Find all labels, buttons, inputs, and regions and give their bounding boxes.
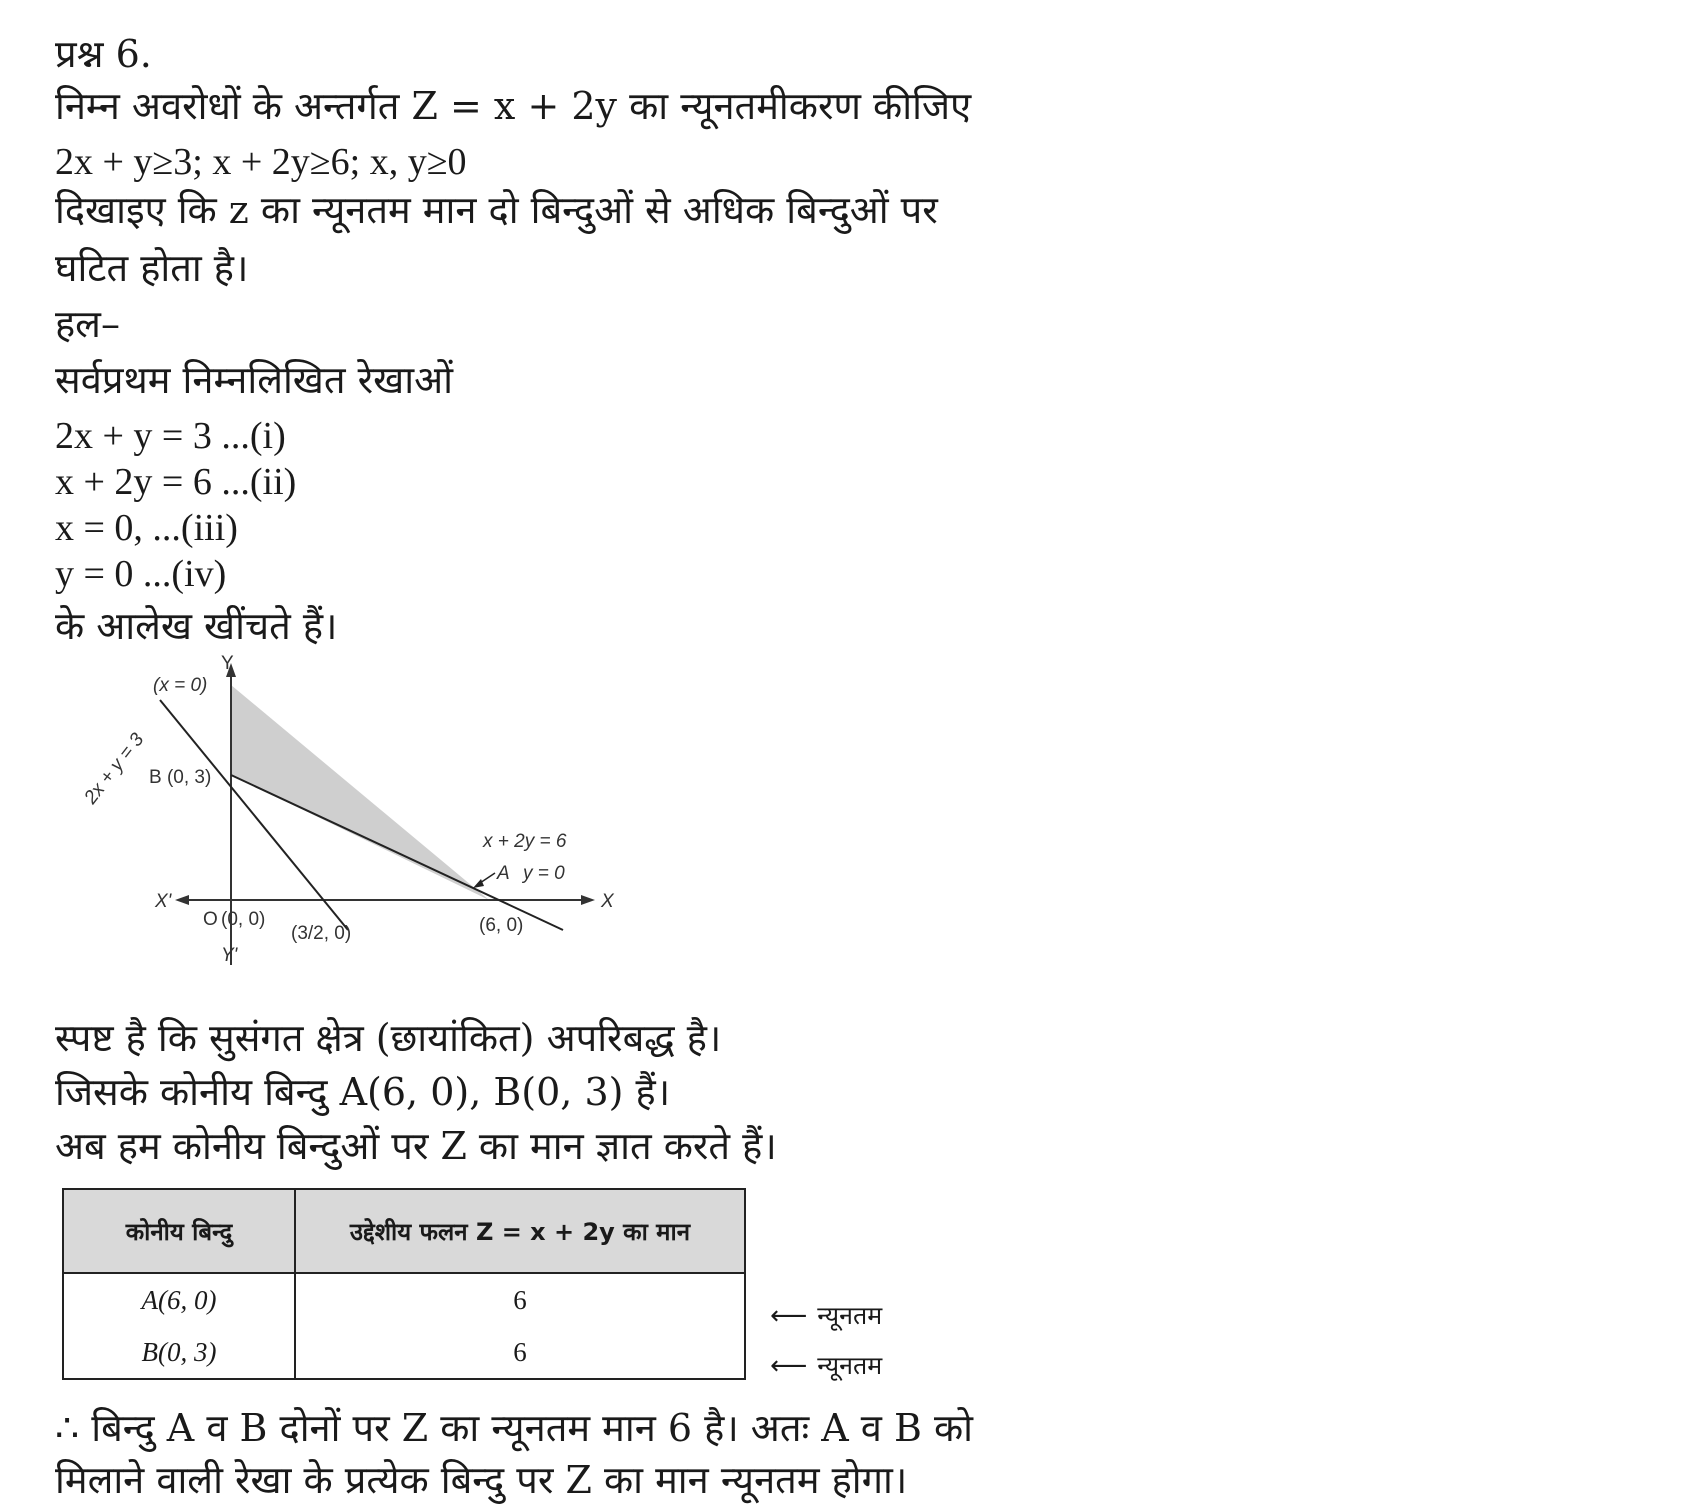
evaluate-statement: अब हम कोनीय बिन्दुओं पर Z का मान ज्ञात करते हैं। xyxy=(55,1124,777,1168)
table-header-value: उद्देशीय फलन Z = x + 2y का मान xyxy=(295,1189,745,1273)
minimum-note-label: न्यूनतम xyxy=(817,1351,883,1380)
table-cell-point: A(6, 0) xyxy=(63,1273,295,1326)
table-cell-value: 6 xyxy=(295,1273,745,1326)
label-point-B: B (0, 3) xyxy=(149,767,212,788)
pointer-arrow-head xyxy=(473,879,484,888)
question-line-1: निम्न अवरोधों के अन्तर्गत Z = x + 2y का न्यूनतमीकरण कीजिए xyxy=(55,84,972,128)
label-y-eq-0: y = 0 xyxy=(523,863,565,884)
minimum-note-A xyxy=(770,1298,882,1332)
label-three-halves: (3/2, 0) xyxy=(291,923,352,944)
conclusion-line-2: मिलाने वाली रेखा के प्रत्येक बिन्दु पर Z का मान न्यूनतम होगा। xyxy=(55,1458,908,1502)
equation-4: y = 0 ...(iv) xyxy=(55,553,227,595)
label-y: Y xyxy=(221,655,234,674)
x-axis-arrow-left xyxy=(175,895,189,905)
equation-2: x + 2y = 6 ...(ii) xyxy=(55,461,297,503)
solution-intro: सर्वप्रथम निम्नलिखित रेखाओं xyxy=(55,358,453,402)
question-number: प्रश्न 6. xyxy=(55,32,152,76)
question-line-3: दिखाइए कि z का न्यूनतम मान दो बिन्दुओं से अधिक बिन्दुओं पर xyxy=(55,188,938,232)
table-row xyxy=(63,1273,745,1326)
equation-1: 2x + y = 3 ...(i) xyxy=(55,415,286,457)
label-point-6-0: (6, 0) xyxy=(479,915,524,936)
corner-points-statement: जिसके कोनीय बिन्दु A(6, 0), B(0, 3) हैं। xyxy=(55,1070,671,1114)
minimum-note-label: न्यूनतम xyxy=(817,1301,883,1330)
table-header-point: कोनीय बिन्दु xyxy=(63,1189,295,1273)
minimum-note-B xyxy=(770,1348,882,1382)
x-axis-arrow-right xyxy=(581,895,595,905)
label-origin-O: O xyxy=(203,909,218,930)
table-header-row xyxy=(63,1189,745,1273)
region-statement: स्पष्ट है कि सुसंगत क्षेत्र (छायांकित) अपरिबद्ध है। xyxy=(55,1016,722,1060)
left-arrow-icon: ⟵ xyxy=(770,1301,808,1331)
graph-svg xyxy=(55,655,675,1000)
label-origin-coords: (0, 0) xyxy=(221,909,266,930)
label-line-1: 2x + y = 3 xyxy=(80,729,149,809)
conclusion-line-1: ∴ बिन्दु A व B दोनों पर Z का न्यूनतम मान 6 है। अतः A व B को xyxy=(55,1406,974,1450)
corner-point-table xyxy=(62,1188,746,1380)
table-row xyxy=(63,1326,745,1379)
equation-3: x = 0, ...(iii) xyxy=(55,507,238,549)
draw-instruction: के आलेख खींचते हैं। xyxy=(55,604,338,648)
line-x-plus-2y-eq-6 xyxy=(231,775,563,930)
question-line-4: घटित होता है। xyxy=(55,246,249,290)
question-constraints: 2x + y≥3; x + 2y≥6; x, y≥0 xyxy=(55,141,467,183)
left-arrow-icon: ⟵ xyxy=(770,1351,808,1381)
table-cell-point: B(0, 3) xyxy=(63,1326,295,1379)
label-y-prime: Y' xyxy=(221,945,238,966)
solution-heading: हल– xyxy=(55,302,120,346)
label-point-A: A xyxy=(497,863,510,884)
table-cell-value: 6 xyxy=(295,1326,745,1379)
label-x-prime: X' xyxy=(155,891,172,912)
label-x: X xyxy=(601,891,614,912)
feasible-region-graph xyxy=(55,655,675,1000)
label-x-eq-0: (x = 0) xyxy=(153,675,208,696)
label-line-2: x + 2y = 6 xyxy=(483,831,567,852)
